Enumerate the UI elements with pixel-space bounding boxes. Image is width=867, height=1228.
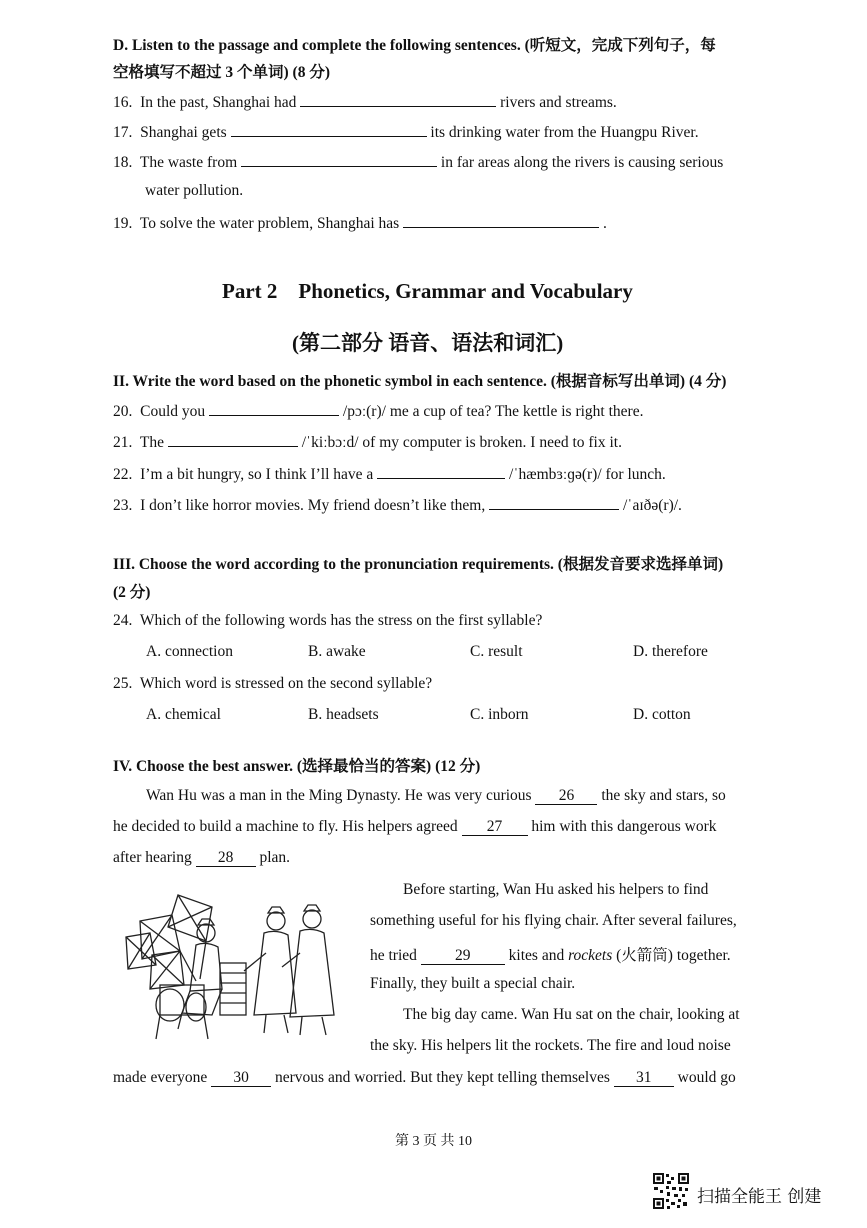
option-a[interactable]: A. chemical xyxy=(146,706,221,723)
answer-blank[interactable] xyxy=(489,494,619,510)
section-iii-heading-line1: III. Choose the word according to the pronunciation requirements. (根据发音要求选择单词) xyxy=(113,556,724,573)
question-number: 23. xyxy=(113,497,133,514)
blank-28[interactable]: 28 xyxy=(196,849,256,867)
part-subtitle: (第二部分 语音、语法和词汇) xyxy=(292,331,564,355)
question-25 xyxy=(113,675,432,693)
question-text: /ˈhæmbɜːɡə(r)/ for lunch. xyxy=(509,466,666,483)
blank-30[interactable]: 30 xyxy=(211,1069,271,1087)
question-17 xyxy=(113,121,699,142)
answer-blank[interactable] xyxy=(209,400,339,416)
section-iv-heading: IV. Choose the best answer. (选择最恰当的答案) (12 分) xyxy=(113,758,481,775)
section-d-heading-line1: D. Listen to the passage and complete the following sentences. (听短文，完成下列句子，每 xyxy=(113,37,716,54)
question-text: The waste from xyxy=(139,154,238,171)
question-text: Which of the following words has the stress on the first syllable? xyxy=(139,612,543,629)
blank-29[interactable]: 29 xyxy=(421,947,505,965)
answer-blank[interactable] xyxy=(241,151,437,167)
option-d[interactable]: D. cotton xyxy=(633,706,691,723)
question-number: 18. xyxy=(113,154,133,171)
passage-line xyxy=(113,1069,736,1087)
question-number: 25. xyxy=(113,675,133,692)
question-number: 19. xyxy=(113,215,133,232)
passage-text: the sky and stars, so xyxy=(601,787,726,804)
question-text: Which word is stressed on the second syllable? xyxy=(139,675,433,692)
question-21 xyxy=(113,431,622,452)
question-text: /pɔː(r)/ me a cup of tea? The kettle is right there. xyxy=(342,403,644,420)
passage-line: something useful for his flying chair. After several failures, xyxy=(370,912,737,929)
passage-text: (火箭筒) together. xyxy=(616,947,731,964)
passage-text: plan. xyxy=(259,849,291,866)
question-20 xyxy=(113,400,643,421)
passage-text: nervous and worried. But they kept telling themselves xyxy=(275,1069,610,1086)
wan-hu-kites-illustration xyxy=(120,893,345,1043)
blank-27[interactable]: 27 xyxy=(462,818,528,836)
question-text: I don’t like horror movies. My friend doesn’t like them, xyxy=(140,497,486,514)
passage-line: The big day came. Wan Hu sat on the chair, looking at xyxy=(403,1006,740,1023)
question-24 xyxy=(113,612,542,630)
question-text: rivers and streams. xyxy=(500,94,617,111)
question-number: 17. xyxy=(113,124,133,141)
question-19 xyxy=(113,212,607,233)
option-c[interactable]: C. inborn xyxy=(470,706,529,723)
part-title: Part 2 Phonetics, Grammar and Vocabulary xyxy=(222,279,633,303)
option-b[interactable]: B. headsets xyxy=(308,706,379,723)
question-text: . xyxy=(602,215,607,232)
passage-line xyxy=(113,818,717,836)
question-text: Could you xyxy=(140,403,206,420)
option-a[interactable]: A. connection xyxy=(146,643,233,660)
passage-text: rockets xyxy=(568,947,613,964)
passage-line: Before starting, Wan Hu asked his helpers to find xyxy=(403,881,709,898)
section-iii-heading-line2: (2 分) xyxy=(113,584,151,601)
question-text: Shanghai gets xyxy=(140,124,227,141)
answer-blank[interactable] xyxy=(168,431,298,447)
passage-text: made everyone xyxy=(113,1069,208,1086)
option-b[interactable]: B. awake xyxy=(308,643,366,660)
passage-text: Wan Hu was a man in the Ming Dynasty. He was very curious xyxy=(146,787,532,804)
question-text: To solve the water problem, Shanghai has xyxy=(139,215,400,232)
answer-blank[interactable] xyxy=(403,212,599,228)
qr-code-icon xyxy=(652,1172,690,1210)
section-d-heading-line2: 空格填写不超过 3 个单词) (8 分) xyxy=(113,64,330,81)
option-c[interactable]: C. result xyxy=(470,643,523,660)
question-text: The xyxy=(139,434,164,451)
answer-blank[interactable] xyxy=(231,121,427,137)
watermark-text: 扫描全能王 创建 xyxy=(697,1187,822,1207)
passage-line: the sky. His helpers lit the rockets. The fire and loud noise xyxy=(370,1037,731,1054)
section-ii-heading: II. Write the word based on the phonetic symbol in each sentence. (根据音标写出单词) (4 分) xyxy=(113,373,727,390)
question-text: I’m a bit hungry, so I think I’ll have a xyxy=(140,466,374,483)
passage-text: after hearing xyxy=(113,849,192,866)
passage-line xyxy=(146,787,726,805)
passage-text: he tried xyxy=(370,947,417,964)
question-text: In the past, Shanghai had xyxy=(140,94,297,111)
page-number: 第 3 页 共 10 xyxy=(395,1134,472,1149)
question-18-continuation: water pollution. xyxy=(145,182,244,199)
question-number: 16. xyxy=(113,94,133,111)
question-number: 20. xyxy=(113,403,133,420)
passage-line: Finally, they built a special chair. xyxy=(370,975,576,992)
passage-text: he decided to build a machine to fly. His helpers agreed xyxy=(113,818,458,835)
question-number: 24. xyxy=(113,612,133,629)
question-text: its drinking water from the Huangpu River. xyxy=(430,124,699,141)
passage-text: would go xyxy=(677,1069,736,1086)
answer-blank[interactable] xyxy=(377,463,505,479)
option-d[interactable]: D. therefore xyxy=(633,643,708,660)
question-23 xyxy=(113,494,682,515)
question-16 xyxy=(113,91,617,112)
passage-line xyxy=(113,849,290,867)
question-text: in far areas along the rivers is causing serious xyxy=(440,154,724,171)
passage-text: him with this dangerous work xyxy=(531,818,717,835)
question-text: /ˈaɪðə(r)/. xyxy=(622,497,682,514)
question-22 xyxy=(113,463,666,484)
passage-text: kites and xyxy=(508,947,565,964)
passage-line xyxy=(370,943,731,965)
answer-blank[interactable] xyxy=(300,91,496,107)
question-18 xyxy=(113,151,723,172)
question-number: 22. xyxy=(113,466,133,483)
blank-31[interactable]: 31 xyxy=(614,1069,674,1087)
question-text: /ˈkiːbɔːd/ of my computer is broken. I need to fix it. xyxy=(301,434,622,451)
question-number: 21. xyxy=(113,434,133,451)
blank-26[interactable]: 26 xyxy=(535,787,597,805)
